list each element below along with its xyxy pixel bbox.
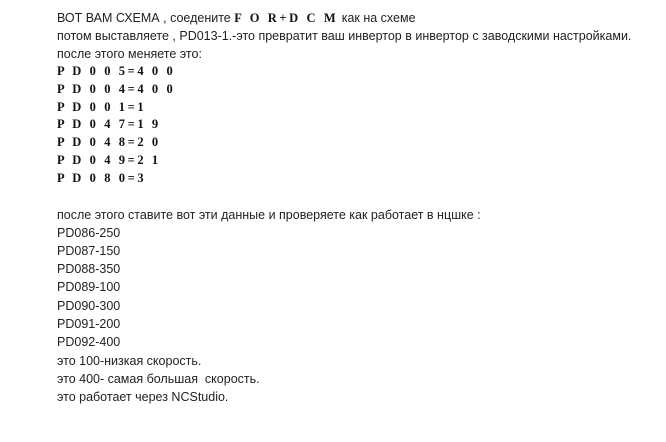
parameter-value: PD092-400	[57, 335, 121, 350]
note-line: это 100-низкая скорость.	[57, 353, 202, 368]
intro-text-end: как на схеме	[338, 11, 416, 25]
parameter-value: PD087-150	[57, 243, 121, 258]
intro-line-2: потом выставляете , PD013-1.-это превратит ваш инвертор в инвертор с заводскими настройками.	[57, 29, 632, 43]
note-line: это 400- самая большая скорость.	[57, 371, 260, 386]
parameter-code: P D 0 8 0=3	[57, 170, 147, 185]
parameter-code: P D 0 4 7=1 9	[57, 117, 161, 132]
parameter-value: PD090-300	[57, 298, 121, 313]
intro-line-1	[57, 9, 666, 27]
parameter-value: PD089-100	[57, 280, 121, 295]
blank-line	[57, 188, 666, 206]
parameter-value: PD088-350	[57, 262, 121, 277]
terminal-labels: F O R+D C M	[234, 11, 339, 25]
parameter-code: P D 0 4 8=2 0	[57, 135, 161, 150]
parameter-code: P D 0 0 1=1	[57, 99, 147, 114]
second-heading: после этого ставите вот эти данные и проверяете как работает в нцшке :	[57, 207, 481, 222]
parameter-value: PD086-250	[57, 225, 121, 240]
parameter-code: P D 0 0 4=4 0 0	[57, 81, 176, 96]
parameter-value: PD091-200	[57, 317, 121, 332]
note-line: это работает через NCStudio.	[57, 390, 229, 405]
parameter-code: P D 0 0 5=4 0 0	[57, 64, 176, 78]
intro-line-3: после этого меняете это:	[57, 47, 202, 61]
parameter-code: P D 0 4 9=2 1	[57, 152, 161, 167]
intro-text-start: ВОТ ВАМ СХЕМА , соедените	[57, 11, 235, 25]
